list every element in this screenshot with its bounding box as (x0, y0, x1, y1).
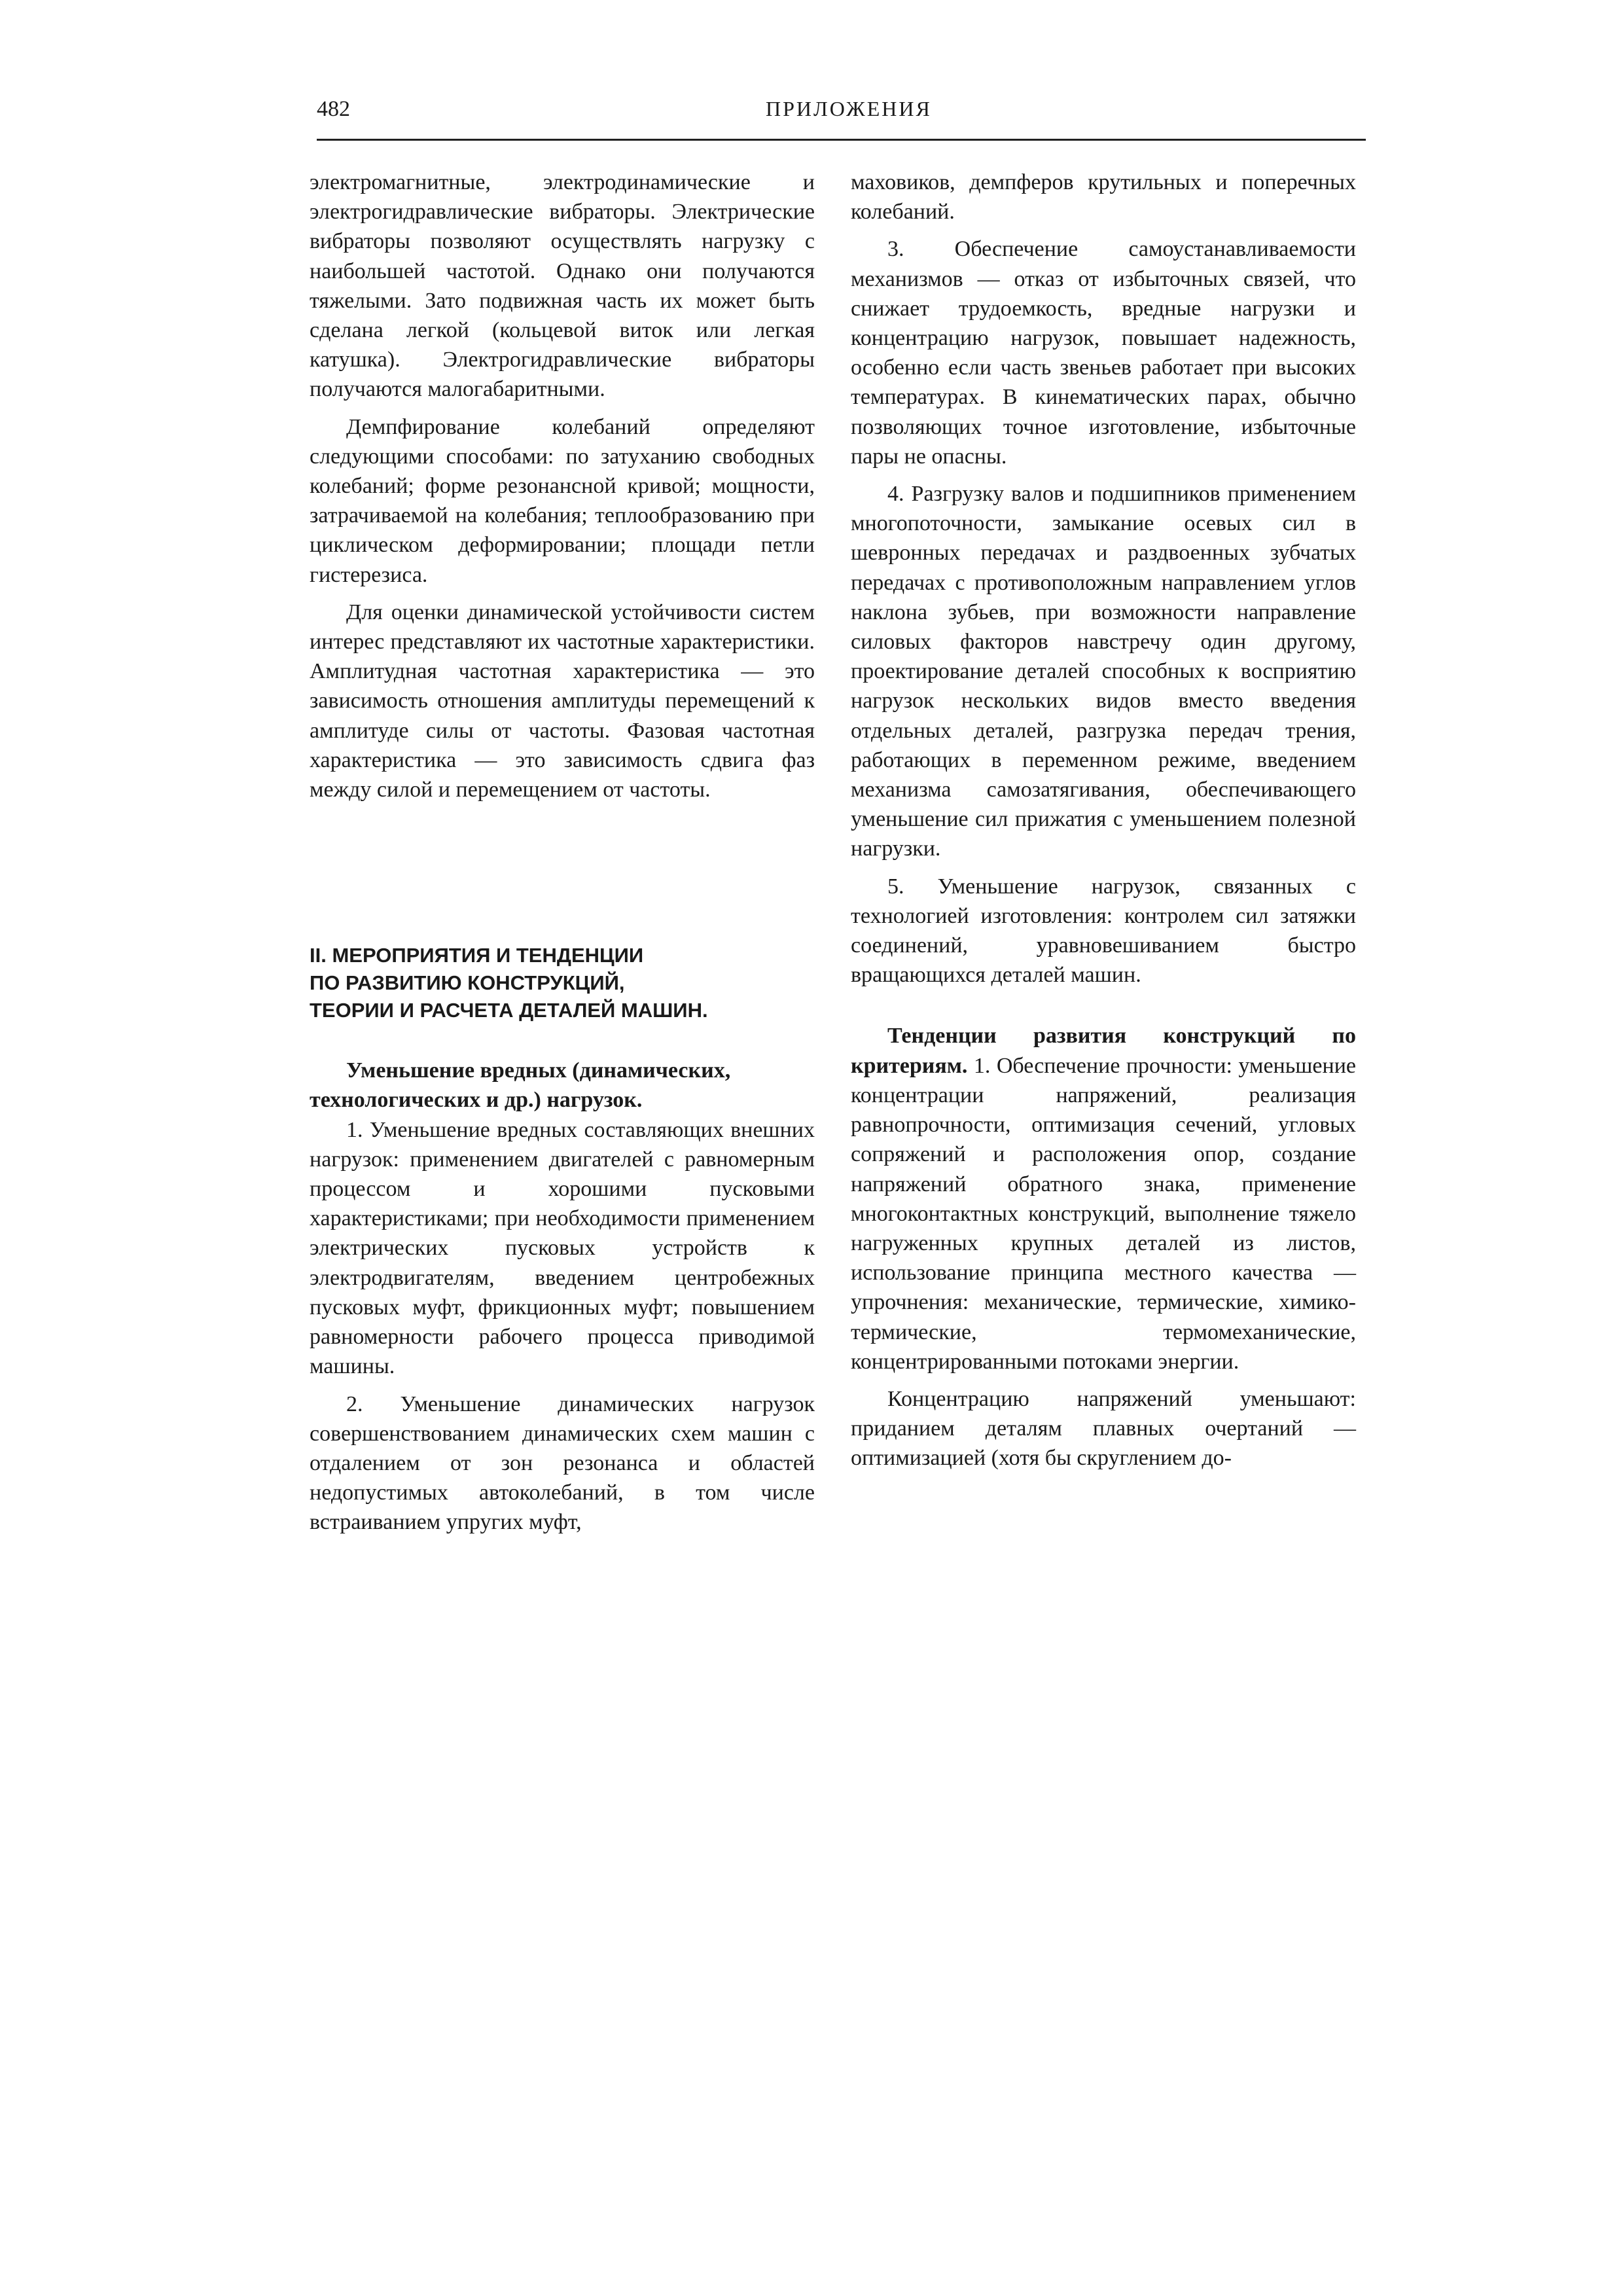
paragraph: маховиков, демпферов крутильных и поперечных колебаний. (851, 170, 1356, 224)
paragraph: 4. Разгрузку валов и подшипников применением многопоточности, замыкание осевых сил в шевронных передачах и раздвоенных зубчатых передачах с противоположным направлением углов наклона зубьев, при возможности направление силовых факторов навстречу один другому, проектирование деталей способных к восприятию нагрузок нескольких видов вместо введения отдельных деталей, разгрузка передач трения, работающих в переменном режиме, введением механизма самозатягивания, обеспечивающего уменьшение сил прижатия с уменьшением полезной нагрузки. (851, 482, 1356, 861)
paragraph (851, 1021, 1356, 1376)
left-column (310, 168, 815, 1537)
subheading: Уменьшение вредных (динамических, технологических и др.) нагрузок. (310, 1058, 731, 1113)
paragraph: Концентрацию напряжений уменьшают: приданием деталям плавных очертаний — оптимизацией (хотя бы скруглением до- (851, 1386, 1356, 1471)
right-column (851, 168, 1356, 1473)
paragraph: Для оценки динамической устойчивости систем интерес представляют их частотные характеристики. Амплитудная частотная характеристика — это зависимость отношения амплитуды перемещений к амплитуде силы от частоты. Фазовая частотная характеристика — это зависимость сдвига фаз между силой и перемещением от частоты. (310, 600, 815, 802)
paragraph: 1. Уменьшение вредных составляющих внешних нагрузок: применением двигателей с равномерным процессом и хорошими пусковыми характеристиками; при необходимости применением электрических пусковых устройств к электродвигателям, введением центробежных пусковых муфт, фрикционных муфт; повышением равномерности рабочего процесса приводимой машины. (310, 1117, 815, 1379)
running-title: ПРИЛОЖЕНИЯ (766, 97, 932, 120)
section-title-line: ПО РАЗВИТИЮ КОНСТРУКЦИЙ, (310, 971, 625, 995)
paragraph-text: 1. Обеспечение прочности: уменьшение концентрации напряжений, реализация равнопрочности, оптимизация сечений, угловых сопряжений и расположения опор, создание напряжений обратного знака, применение многоконтактных конструкций, выполнение тяжело нагруженных крупных деталей из листов, использование принципа местного качества — упрочнения: механические, термические, химико-термические, термомеханические, концентрированными потоками энергии. (851, 1053, 1356, 1374)
paragraph: электромагнитные, электродинамические и электрогидравлические вибраторы. Электрические вибраторы позволяют осуществлять нагрузку с наибольшей частотой. Однако они получаются тяжелыми. Зато подвижная часть их может быть сделана легкой (кольцевой виток или легкая катушка). Электрогидравлические вибраторы получаются малогабаритными. (310, 170, 815, 402)
paragraph: Демпфирование колебаний определяют следующими способами: по затуханию свободных колебаний; форме резонансной кривой; мощности, затрачиваемой на колебания; теплообразованию при циклическом деформировании; площади петли гистерезиса. (310, 414, 815, 587)
section-title-line: ТЕОРИИ И РАСЧЕТА ДЕТАЛЕЙ МАШИН. (310, 999, 708, 1022)
paragraph: 3. Обеспечение самоустанавливаемости механизмов — отказ от избыточных связей, что снижает трудоемкость, вредные нагрузки и концентрацию нагрузок, повышает надежность, особенно если часть звеньев работает при высоких температурах. В кинематических парах, обычно позволяющих точное изготовление, избыточные пары не опасны. (851, 237, 1356, 469)
page-number: 482 (317, 97, 350, 121)
section-title (310, 942, 815, 1024)
bold-lead-in: Тенденции развития конструкций по критериям. (851, 1024, 1356, 1078)
paragraph: 2. Уменьшение динамических нагрузок совершенствованием динамических схем машин с отдалением от зон резонанса и областей недопустимых автоколебаний, в том числе встраиванием упругих муфт, (310, 1391, 815, 1535)
section-title-line: II. МЕРОПРИЯТИЯ И ТЕНДЕНЦИИ (310, 944, 644, 967)
paragraph: 5. Уменьшение нагрузок, связанных с технологией изготовления: контролем сил затяжки соединений, уравновешиванием быстро вращающихся деталей машин. (851, 874, 1356, 988)
header-rule (317, 139, 1366, 141)
